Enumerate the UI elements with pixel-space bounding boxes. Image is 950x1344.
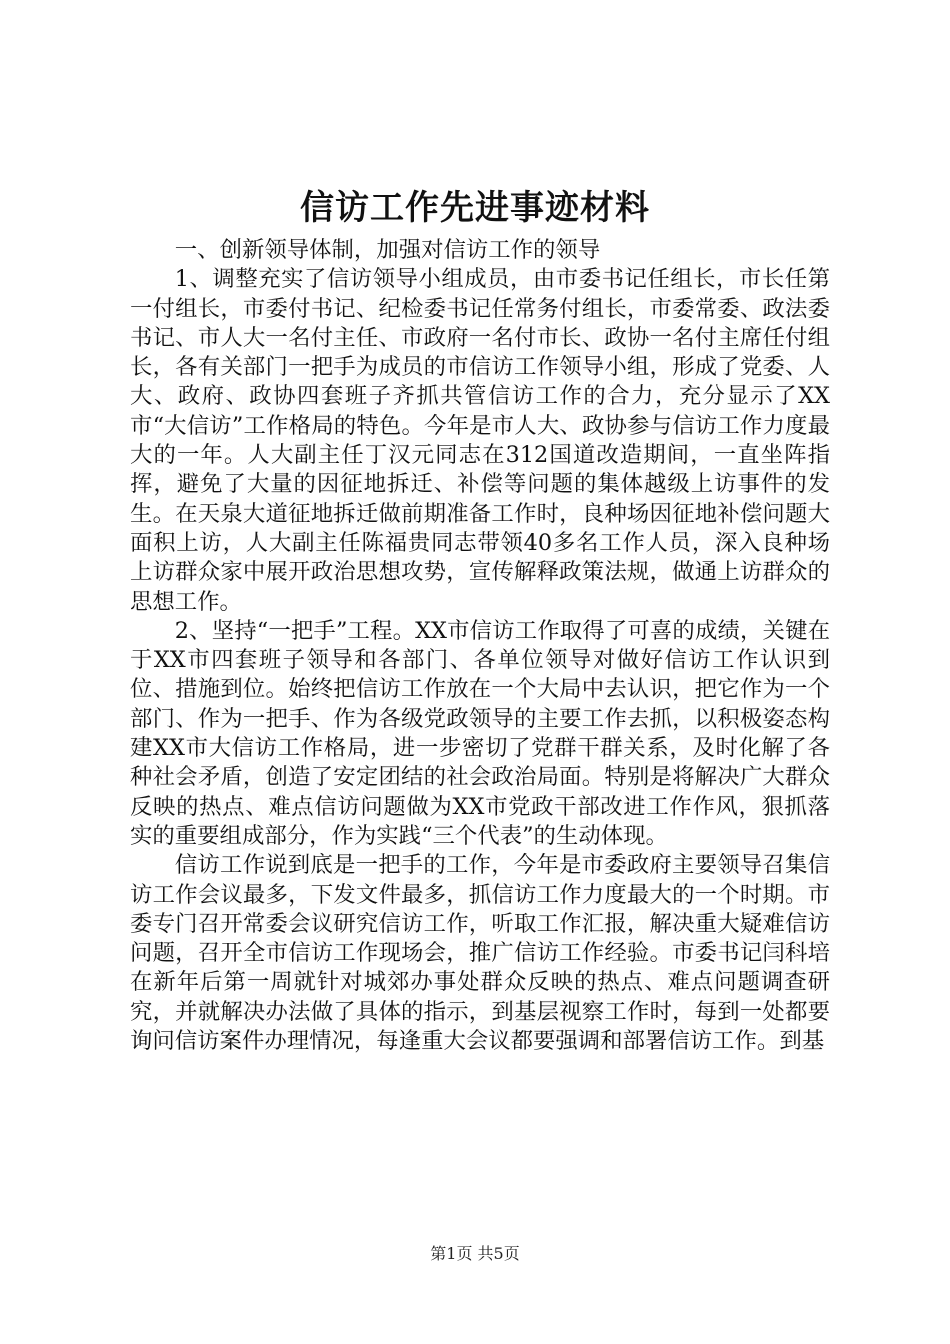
- paragraph-item-1: 1、调整充实了信访领导小组成员，由市委书记任组长，市长任第一付组长，市委付书记、纪检委书记任常务付组长，市委常委、政法委书记、市人大一名付主任、市政府一名付市长、政协一名付主席任付组长，各有关部门一把手为成员的市信访工作领导小组，形成了党委、人大、政府、政协四套班子齐抓共管信访工作的合力，充分显示了XX市“大信访”工作格局的特色。今年是市人大、政协参与信访工作力度最大的一年。人大副主任丁汉元同志在312国道改造期间，一直坐阵指挥，避免了大量的因征地拆迁、补偿等问题的集体越级上访事件的发生。在天泉大道征地拆迁做前期准备工作时，良种场因征地补偿问题大面积上访，人大副主任陈福贵同志带领40多名工作人员，深入良种场上访群众家中展开政治思想攻势，宣传解释政策法规，做通上访群众的思想工作。: [130, 266, 830, 615]
- paragraph-item-2: 2、坚持“一把手”工程。XX市信访工作取得了可喜的成绩，关键在于XX市四套班子领导和各部门、各单位领导对做好信访工作认识到位、措施到位。始终把信访工作放在一个大局中去认识，把它作为一个部门、作为一把手、作为各级党政领导的主要工作去抓，以积极姿态构建XX市大信访工作格局，进一步密切了党群干群关系，及时化解了各种社会矛盾，创造了安定团结的社会政治局面。特别是将解决广大群众反映的热点、难点信访问题做为XX市党政干部改进工作作风，狠抓落实的重要组成部分，作为实践“三个代表”的生动体现。: [130, 617, 830, 849]
- paragraph-section-heading: 一、创新领导体制，加强对信访工作的领导: [174, 237, 601, 263]
- page-footer: 第1页 共5页: [430, 1244, 520, 1263]
- document-body: [130, 236, 830, 1056]
- document-title: 信访工作先进事迹材料: [300, 188, 650, 228]
- paragraph-body: 信访工作说到底是一把手的工作，今年是市委政府主要领导召集信访工作会议最多，下发文件最多，抓信访工作力度最大的一个时期。市委专门召开常委会议研究信访工作，听取工作汇报，解决重大疑难信访问题，召开全市信访工作现场会，推广信访工作经验。市委书记闫科培在新年后第一周就针对城郊办事处群众反映的热点、难点问题调查研究，并就解决办法做了具体的指示，到基层视察工作时，每到一处都要询问信访案件办理情况，每逢重大会议都要强调和部署信访工作。到基: [130, 852, 830, 1055]
